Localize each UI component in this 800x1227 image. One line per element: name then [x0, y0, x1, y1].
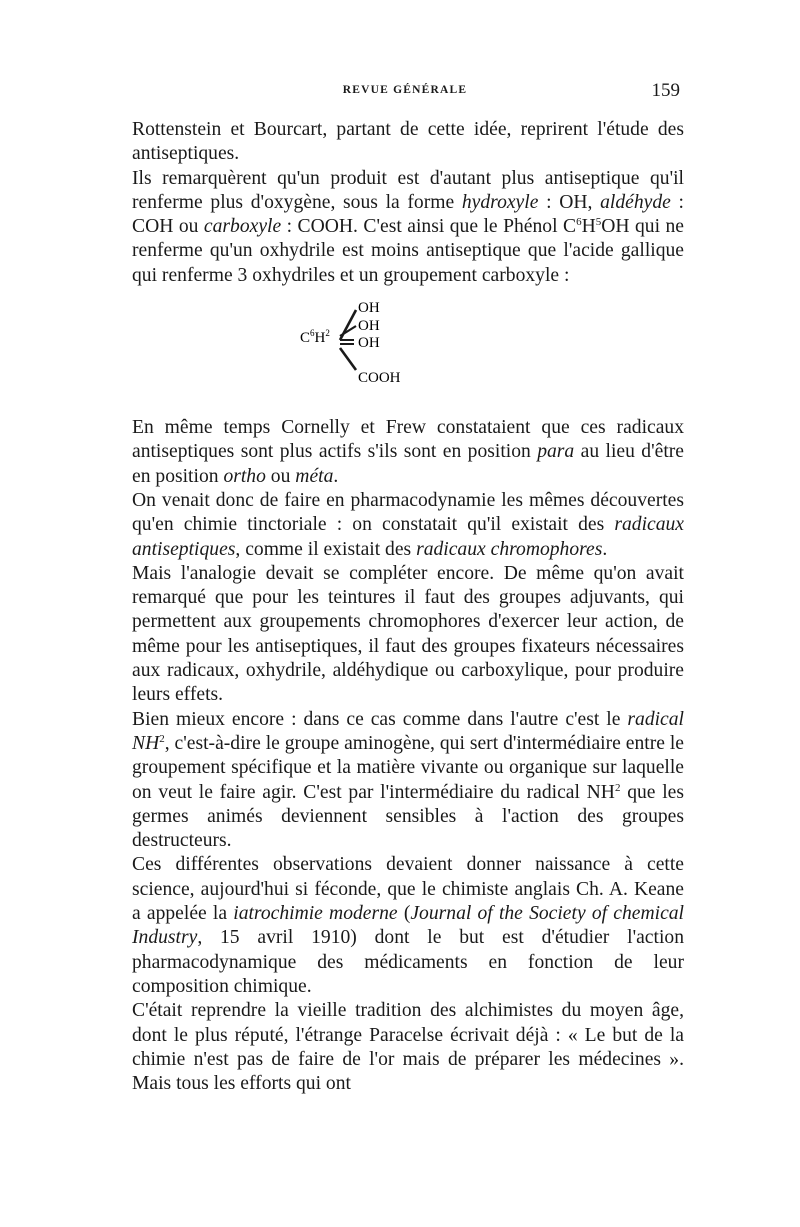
p2-sup-5: 5: [595, 216, 602, 229]
p2-term-carboxyle: carboxyle: [203, 216, 282, 238]
formula-diagram: [132, 290, 684, 410]
paragraph-2: [132, 167, 684, 288]
body-text: [132, 118, 684, 1096]
group-oh-3: OH: [358, 335, 380, 352]
p3-term-meta: méta: [295, 465, 334, 487]
p2-term-hydroxyle: hydroxyle: [461, 191, 539, 213]
p2-sup-6: 6: [576, 216, 582, 229]
page-number: 159: [651, 80, 680, 101]
p4-text-c: , comme il existait des: [235, 538, 417, 560]
p6-sup-2a: 2: [159, 732, 165, 745]
p4-text-e: .: [602, 538, 608, 560]
p4-term-radicaux-antiseptiques: radicaux antiseptiques: [132, 514, 684, 560]
paragraph-1: [132, 118, 684, 167]
p3-term-ortho: ortho: [223, 465, 266, 487]
p8-text: C'était reprendre la vieille tradition des alchimistes du moyen âge, dont le plus réputé, l'étrange Paracelse écrivait déjà : « Le but de la chimie n'est pas de faire de l'or mais de préparer les médecines ». Mais tous les efforts qui ont: [132, 1000, 684, 1095]
p7-text-c: (: [397, 903, 411, 925]
p6-text-a: Bien mieux encore : dans ce cas comme dans l'autre c'est le: [132, 708, 628, 730]
p7-text-e: , 15 avril 1910) dont le but est d'étudier l'action pharmacodynamique des médicaments en fonction de leur composition chimique.: [132, 927, 684, 997]
p2-text-k: OH qui ne renferme qu'un oxhydrile est moins antiseptique que l'acide gallique qui renferme 3 oxhydriles et un groupement carboxyle :: [132, 216, 684, 286]
p2-text-i: H: [581, 216, 596, 238]
p2-text-c: : OH,: [538, 191, 601, 213]
p3-text-a: En même temps Cornelly et Frew constataient que ces radicaux antiseptiques sont plus actifs s'ils sont en position: [132, 417, 684, 463]
p1-text: Rottenstein et Bourcart, partant de cette idée, reprirent l'étude des antiseptiques.: [132, 119, 684, 165]
running-head: REVUE GÉNÉRALE: [342, 84, 468, 96]
p3-term-para: para: [537, 441, 575, 463]
p3-text-g: .: [333, 465, 339, 487]
group-cooh: COOH: [358, 370, 401, 387]
paragraph-4: [132, 489, 684, 562]
paragraph-7: [132, 853, 684, 999]
p6-text-f: que les germes animés deviennent sensibles à l'action des groupes destructeurs.: [132, 781, 684, 852]
p6-text-d: , c'est-à-dire le groupe aminogène, qui sert d'intermédiaire entre le groupement spécifique et la matière vivante ou organique sur laquelle on veut le faire agir. C'est par l'intermédiaire du radical NH: [132, 732, 684, 803]
p2-text-a: Ils remarquèrent qu'un produit est d'autant plus antiseptique qu'il renferme plus d'oxygène, sous la forme: [132, 167, 684, 213]
page-header: [130, 80, 680, 104]
p7-text-a: Ces différentes observations devaient donner naissance à cette science, aujourd'hui si féconde, que le chimiste anglais Ch. A. Keane a appelée la: [132, 854, 684, 925]
p2-term-aldehyde: aldéhyde: [600, 191, 671, 213]
paragraph-6: [132, 708, 684, 854]
bond-down: [340, 348, 356, 370]
group-oh-1: OH: [358, 300, 380, 317]
p6-term-radical-nh: radical NH: [132, 708, 684, 754]
p6-sup-2b: 2: [614, 781, 621, 794]
p4-term-radicaux-chromophores: radicaux chromophores: [416, 538, 603, 560]
p7-journal-title: Journal of the Society of chemical Industry: [132, 903, 684, 949]
p5-text: Mais l'analogie devait se compléter encore. De même qu'on avait remarqué que pour les teintures il faut des groupes adjuvants, qui permettent aux groupements chromophores d'exercer leur action, de même pour les antiseptiques, il faut des groupes fixateurs nécessaires aux radicaux, oxhydrile, aldéhydique ou carboxylique, pour produire leurs effets.: [132, 562, 684, 706]
p3-text-c: au lieu d'être en position: [132, 441, 684, 487]
paragraph-3: [132, 416, 684, 489]
formula-base: $C^6H^2$: [300, 328, 330, 347]
p4-text-a: On venait donc de faire en pharmacodynamie les mêmes découvertes qu'en chimie tinctoriale : on constatait qu'il existait des: [132, 489, 684, 536]
group-oh-2: OH: [358, 318, 380, 335]
paragraph-8: [132, 999, 684, 1096]
p2-text-g: : COOH. C'est ainsi que le Phénol C: [281, 216, 577, 238]
paragraph-5: [132, 562, 684, 708]
p2-text-e: : COH ou: [132, 191, 684, 238]
gallic-acid-formula: [132, 290, 684, 410]
p3-text-e: ou: [265, 465, 296, 487]
p7-term-iatrochimie: iatrochimie moderne: [233, 903, 398, 925]
